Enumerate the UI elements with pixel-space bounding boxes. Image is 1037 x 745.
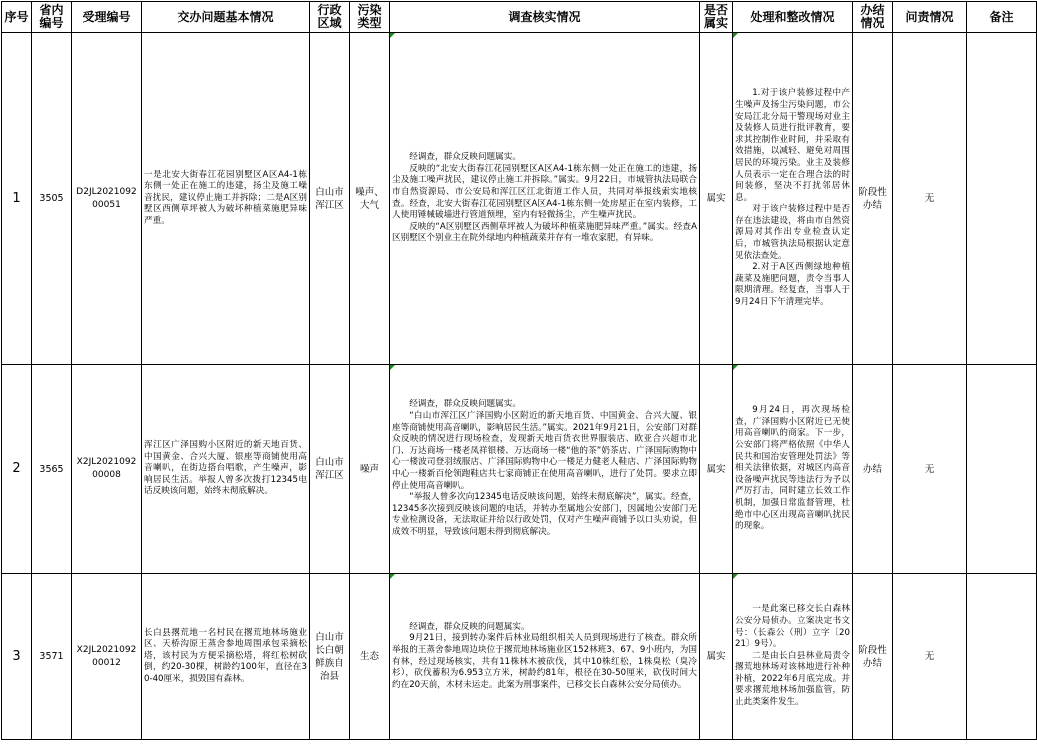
cell-truth: 属实 [700,574,733,740]
header-region: 行政区域 [310,2,350,33]
handling-paragraph: 9月24日，再次现场检查，广泽国购小区附近已无使用高音喇叭的商家。下一步，公安部门将严格依照《中华人民共和国治安管理处罚法》等相关法律依据，对城区内高音设备噪声扰民等违法行为予以严厉打击，同时建立长效工作机制，加强日常监督管理，杜绝市中心区出现高音喇叭扰民的现象。 [735,405,850,532]
cell-investigation [390,574,700,740]
handling-paragraph: 一是此案已移交长白森林公安分局侦办。立案决定书文号：（长森公（刑）立字〔2021〕9号）。 [735,604,850,650]
investigation-paragraph: “白山市浑江区广泽国购小区附近的新天地百货、中国黄金、合兴大厦、银座等商铺使用高音喇叭，影响居民生活。”属实。2021年9月21日，公安部门对群众反映的情况进行现场检查，发现新天地百货衣世界服装店、欧亚合兴超市北门、万达商场一楼老凤祥银楼、万达商场一楼“他的茶”奶茶店、广泽国际购物中心一楼波司登羽绒服店、广泽国际购物中心一楼足力健老人鞋店、广泽国际购物中心一楼新百伦领跑鞋店共七家商铺正在使用高音喇叭，进行了处罚。要求立即停止使用高音喇叭。 [392,411,697,491]
cell-province-no: 3571 [32,574,72,740]
header-province-no: 省内编号 [32,2,72,33]
cell-handling [733,574,853,740]
cell-pollution: 生态 [350,574,390,740]
cell-investigation [390,365,700,574]
cell-accept-no: X2JL202109200008 [72,365,142,574]
table-row [2,365,1037,574]
cell-region: 白山市长白朝鲜族自治县 [310,574,350,740]
cell-completion: 阶段性办结 [853,33,893,365]
cell-pollution: 噪声 [350,365,390,574]
cell-region: 白山市浑江区 [310,33,350,365]
investigation-paragraph: 9月21日，接到转办案件后林业局组织相关人员到现场进行了核查。群众所举报的王蒸舍参地周边块位于撂荒地林场施业区152林班3、67、9小班内，为国有林，经过现场核实，共有11株林木被砍伐，其中10株红松，1株臭松（臭冷杉），砍伐蓄积为6.953立方米，树龄约81年，根径在30-50厘米，砍伐时间大约在20天前，木材未运走。此案为刑事案件，已移交长白森林公安分局侦办。 [392,633,697,690]
cell-problem: 浑江区广泽国购小区附近的新天地百货、中国黄金、合兴大厦、银座等商铺使用高音喇叭，在街边搭台唱歌，产生噪声，影响居民生活。举报人曾多次拨打12345电话反映该问题，始终未彻底解决。 [142,365,310,574]
cell-truth: 属实 [700,33,733,365]
cell-seq: 3 [2,574,32,740]
cell-remark [967,574,1037,740]
cell-region: 白山市浑江区 [310,365,350,574]
cell-seq: 1 [2,33,32,365]
investigation-paragraph: 反映的“A区别墅区西侧草坪被人为破坏种植菜施肥异味严重。”属实。经查A区别墅区个别业主在院外绿地内种植蔬菜并存有一堆农家肥，有异味。 [392,221,697,244]
table-row [2,33,1037,365]
cell-seq: 2 [2,365,32,574]
handling-paragraph: 1.对于该户装修过程中产生噪声及扬尘污染问题，市公安局江北分局干警现场对业主及装修人员进行批评教育，要求其控制作业时间，并采取有效措施，以减轻、避免对周围居民的环境污染。业主及装修人员表示一定在合理合法的时间装修，坚决不打扰邻居休息。 [735,88,850,203]
header-seq: 序号 [2,2,32,33]
table-row [2,574,1037,740]
header-completion: 办结情况 [853,2,893,33]
header-pollution: 污染类型 [350,2,390,33]
investigation-paragraph: “举报人曾多次向12345电话反映该问题，始终未彻底解决”，属实。经查，12345多次接到反映该问题的电话，并转办至属地公安部门，因属地公安部门无专业检测设备，无法取证并给以行政处罚，仅对产生噪声商铺予以口头劝说，但成效不明显，导致该问题未得到彻底解决。 [392,492,697,537]
case-table [1,1,1037,740]
cell-accept-no: D2JL202109200051 [72,33,142,365]
header-row [2,2,1037,33]
investigation-paragraph: 经调查，群众反映问题属实。 [409,399,521,410]
header-remark: 备注 [967,2,1037,33]
cell-province-no: 3565 [32,365,72,574]
header-accountability: 问责情况 [893,2,967,33]
cell-investigation [390,33,700,365]
investigation-paragraph: 经调查，群众反映问题属实。 [409,152,521,163]
header-handling: 处理和整改情况 [733,2,853,33]
cell-accountability: 无 [893,365,967,574]
cell-problem: 一是北安大街春江花园别墅区A区A4-1栋东侧一处正在施工的违建，扬尘及施工噪音扰民，建议停止施工并拆除；二是A区别墅区西侧草坪被人为破坏种植菜施肥异味严重。 [142,33,310,365]
cell-completion: 办结 [853,365,893,574]
handling-paragraph: 二是由长白县林业局责令撂荒地林场对该林地进行补种补植，2022年6月底完成。并要求撂荒地林场加强监管，防止此类案件发生。 [735,650,850,708]
cell-province-no: 3505 [32,33,72,365]
handling-paragraph: 对于该户装修过程中是否存在违法建设，将由市自然资源局对其作出专业检查认定后，市城管执法局根据认定意见依法查处。 [735,204,850,261]
cell-accountability: 无 [893,574,967,740]
header-truth: 是否属实 [700,2,733,33]
cell-handling [733,365,853,574]
cell-remark [967,33,1037,365]
header-accept-no: 受理编号 [72,2,142,33]
header-investigation: 调查核实情况 [390,2,700,33]
cell-accountability: 无 [893,33,967,365]
cell-pollution: 噪声、大气 [350,33,390,365]
investigation-paragraph: 经调查，群众反映的问题属实。 [409,621,530,632]
cell-accept-no: X2JL202109200012 [72,574,142,740]
handling-paragraph: 2.对于A区西侧绿地种植蔬菜及施肥问题，责令当事人限期清理。经复查，当事人于9月24日下午清理完毕。 [735,262,850,308]
investigation-paragraph: 反映的“北安大街春江花园别墅区A区A4-1栋东侧一处正在施工的违建，扬尘及施工噪声扰民，建议停止施工并拆除。”属实。9月22日，市城管执法局联合市自然资源局、市公安局和浑江区江北街道工作人员，共同对举报线索实地核查。经查，北安大街春江花园别墅区A区A4-1栋东侧一处房屋正在室内装修，工人使用锤械破墙进行管道预埋，室内有轻微扬尘，产生噪声扰民。 [392,163,697,221]
cell-problem: 长白县撂荒地一名村民在撂荒地林场施业区、天桥沟原王蒸舍参地周围承包采摘松塔，该村民为方便采摘松塔，将红松树砍倒，约20-30棵，树龄约100年，直径在30-40厘米，损毁国有森林。 [142,574,310,740]
cell-handling [733,33,853,365]
cell-remark [967,365,1037,574]
cell-completion: 阶段性办结 [853,574,893,740]
header-problem: 交办问题基本情况 [142,2,310,33]
cell-truth: 属实 [700,365,733,574]
